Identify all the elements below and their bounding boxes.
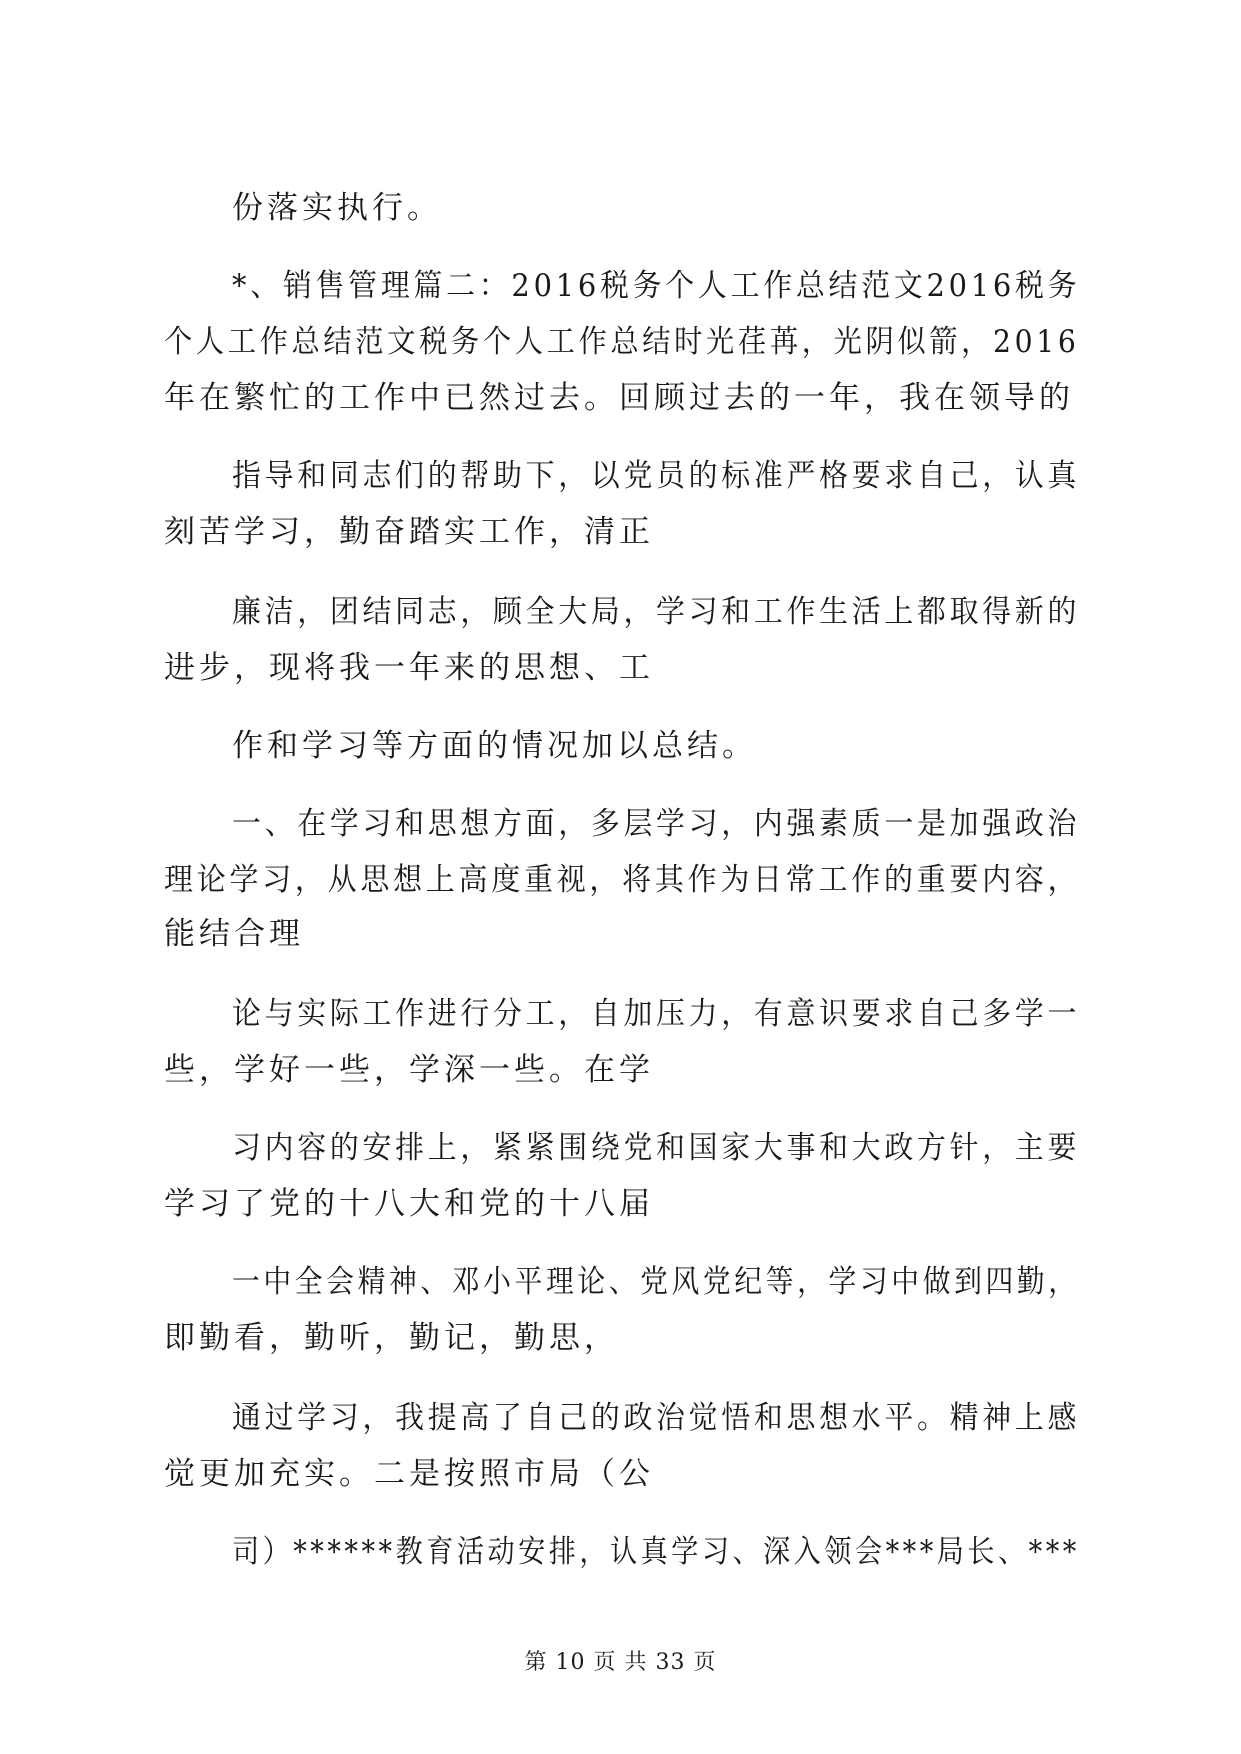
text-line-17: 一中全会精神、邓小平理论、党风党纪等，学习中做到四勤， — [232, 1264, 1080, 1300]
text-line-1: 份落实执行。 — [232, 190, 442, 226]
text-line-6: 刻苦学习，勤奋踏实工作，清正 — [164, 514, 654, 550]
text-line-12: 能结合理 — [164, 916, 304, 952]
text-line-21: 司）******教育活动安排，认真学习、深入领会***局长、*** — [232, 1534, 1080, 1570]
text-line-11: 理论学习，从思想上高度重视，将其作为日常工作的重要内容， — [164, 862, 1081, 898]
text-line-19: 通过学习，我提高了自己的政治觉悟和思想水平。精神上感 — [232, 1400, 1081, 1436]
text-line-20: 觉更加充实。二是按照市局（公 — [164, 1456, 654, 1492]
text-line-10: 一、在学习和思想方面，多层学习，内强素质一是加强政治 — [232, 806, 1081, 842]
text-line-15: 习内容的安排上，紧紧围绕党和国家大事和大政方针，主要 — [232, 1130, 1081, 1166]
text-line-9: 作和学习等方面的情况加以总结。 — [232, 728, 757, 764]
text-line-8: 进步，现将我一年来的思想、工 — [164, 650, 654, 686]
text-line-16: 学习了党的十八大和党的十八届 — [164, 1186, 654, 1222]
text-line-18: 即勤看，勤听，勤记，勤思， — [164, 1320, 619, 1356]
text-line-14: 些，学好一些，学深一些。在学 — [164, 1052, 654, 1088]
text-line-7: 廉洁，团结同志，顾全大局，学习和工作生活上都取得新的 — [232, 594, 1081, 630]
text-line-3: 个人工作总结范文税务个人工作总结时光荏苒，光阴似箭，2016 — [164, 324, 1080, 360]
text-line-2: *、销售管理篇二：2016税务个人工作总结范文2016税务 — [232, 268, 1081, 304]
text-line-13: 论与实际工作进行分工，自加压力，有意识要求自己多学一 — [232, 996, 1081, 1032]
page-number-footer: 第 10 页 共 33 页 — [524, 1650, 717, 1675]
text-line-5: 指导和同志们的帮助下，以党员的标准严格要求自己，认真 — [232, 458, 1081, 494]
text-line-4: 年在繁忙的工作中已然过去。回顾过去的一年，我在领导的 — [164, 380, 1074, 416]
